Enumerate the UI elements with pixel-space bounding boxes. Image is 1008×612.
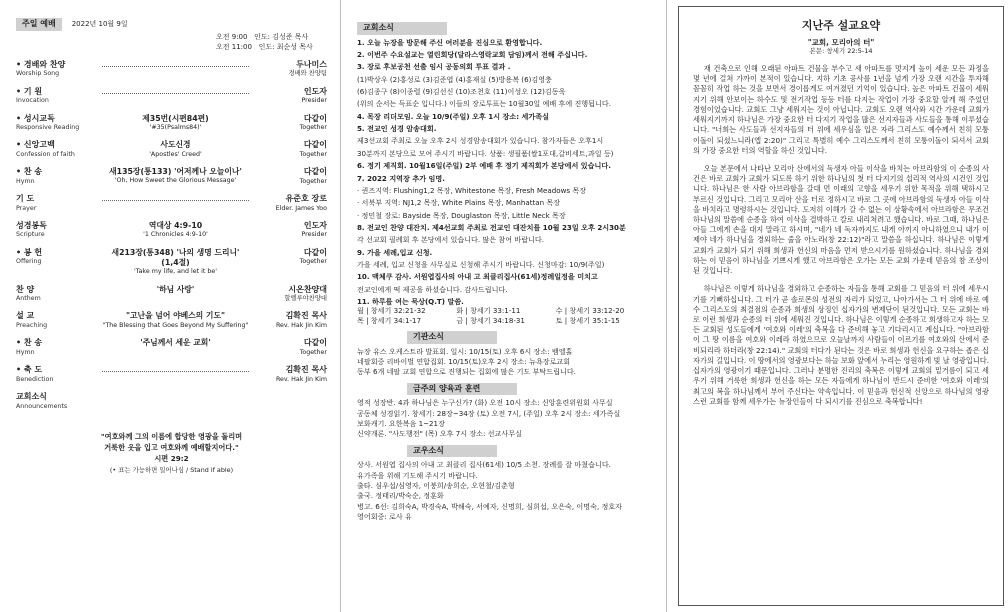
worship-item-detail: 새213장(통348) '나의 생명 드리니' (1,4절) 'Take my life, and let it be' — [111, 247, 240, 276]
text-line: 네팔회중 리바이벌 연합집회. 10/15(토)오후 2시 장소: 뉴욕장로교회 — [357, 357, 571, 367]
verse-line-2: 거룩한 옷을 입고 여호와께 예배할지어다." — [104, 442, 239, 452]
worship-item-detail: 역대상 4:9-10 '1 Chronicles 4:9-10' — [143, 220, 208, 239]
worship-item-leader: 인도자 Presider — [301, 220, 327, 239]
service-times — [216, 32, 327, 52]
worship-item-leader: 두나미스 경배와 찬양팀 — [288, 59, 327, 78]
text-line: 가을 세례, 입교 신청을 사무실로 신청해 주시기 바랍니다. 신청마감: 10/9(주일) — [357, 260, 605, 270]
worship-item-label: 기 도 Prayer — [16, 194, 37, 212]
worship-item — [16, 221, 327, 240]
members-list — [357, 460, 655, 521]
sermon-paragraph: 하나님은 이렇게 하나님을 경외하고 순종하는 자들을 통해 교회를 그 믿음의 터 위에 세우시기를 기뻐하십니다. 그 터가 곧 솔로몬의 성전의 자리가 되었고, 나아가서는 그 터 위에 바로 예수 그리스도의 최결점의 순종과 희생의 상징인 십자가의 변제단이 된것입니다. 모든 교회는 바로 이런 희생과 순종의 터 위에 세워진 것입니다. 하나님은 이렇게 순종하고 희생하고자 하는 모든 교회된 성도들에게 '여호와 이레'의 축복을 다 준비해 놓고 기다리시고 계십니다. "아브라함이 그 땅 이름을 여호와 이레라 하였으므로 오늘날까지 사람들이 이르기를 여호와의 산에서 준비되리라 하더라(창 22:14)." 교회의 터다가 된다는 것은 바로 희생과 헌신을 요구하는 좁은 십자가의 길입니다. 이 땅에서의 영광보다는 하늘 보화 앞에서 누리는 영원하게 빛 날 영광입니다. 십자가의 영광이기 때문입니다. 그러나 분명한 진리의 축복은 이렇게 교회의 밑거름이 되고 세우기 위해 거룩한 희생과 헌신을 하는 모든 자들에게 하나님이 반드시 준비한 '여호와 이레'의 최고의 복을 하나님께서 부어 주신다는 약속입니다. 이 믿음과 헌신적 신앙으로 하나님의 영광스런 교회를 함께 세우가는 뉴장인들이 다 되시기를 진심으로 축복합니다! — [693, 284, 989, 406]
training-list — [357, 398, 655, 438]
qt-schedule — [357, 306, 655, 325]
qt-item: 월 | 창세기 32:21-32 — [357, 306, 426, 316]
worship-item-leader: 다같이 Together — [299, 113, 327, 132]
text-line: 전교인에게 떡 제공을 하셨습니다. 감사드립니다. — [357, 284, 508, 294]
news-title: 교회소식 — [357, 22, 447, 35]
worship-item-label: 설 교 Preaching — [16, 311, 48, 329]
members-title: 교우소식 — [407, 445, 497, 458]
text-line: 동부 6개 네팔 교회 연합으로 진행되는 집회에 많은 기도 부탁드립니다. — [357, 367, 576, 377]
worship-item — [16, 60, 327, 79]
worship-item-detail: '주님께서 세운 교회' — [140, 338, 211, 348]
text-line: 출국. 정태리/박숙순, 정훈화 — [357, 491, 444, 501]
text-line: 신약개론. "사도행전" (목) 오후 7시 장소: 선교사무실 — [357, 429, 522, 439]
closing-verse — [16, 431, 327, 464]
qt-item: 수 | 창세기 33:12-20 — [555, 306, 625, 316]
text-line: 상사. 서원엽 집사의 아내 고 최클리 집사(61세) 10/5 소천. 장례를 잘 마쳤습니다. — [357, 460, 611, 470]
column-divider — [340, 0, 341, 612]
worship-item-detail: "고난을 넘어 야베스의 기도" "The Blessing that Goes Beyond My Suffering" — [102, 311, 249, 329]
worship-item-label: • 성시교독 Responsive Reading — [16, 113, 80, 132]
worship-item — [16, 365, 327, 384]
qt-item: 토 | 창세기 35:1-15 — [555, 315, 620, 325]
worship-item-leader: 인도자 Presider — [301, 86, 327, 105]
sermon-box — [678, 6, 1004, 606]
training-title: 금주의 양육과 훈련 — [407, 383, 517, 396]
text-line: 11. 하루를 여는 묵상(Q.T) 말씀. — [357, 297, 464, 307]
standing-note: (• 표는 가능하면 일어나심 / Stand if able) — [109, 466, 234, 475]
worship-item-detail — [102, 87, 249, 94]
text-line: 10. 맥체쿠 감사. 서원엽집사의 아내 고 최클리집사(61세)정례일정을 미치고 — [357, 272, 598, 282]
worship-item-detail — [102, 194, 249, 201]
worship-item-label: • 기 원 Invocation — [16, 86, 49, 105]
worship-item — [16, 248, 327, 277]
sermon-subtitle: "교회, 모리아의 터" — [807, 37, 875, 47]
text-line: 3. 장로 후보공천 선출 임시 공동의회 투표 결과 . — [357, 62, 511, 72]
qt-item: 목 | 창세기 34:1-17 — [357, 315, 422, 325]
service-time-2: 오전 11:00 인도: 최순성 목사 — [216, 42, 313, 51]
sermon-title: 지난주 설교요약 — [801, 19, 881, 32]
text-line: (6)김종구 (8)이종렬 (9)김선신 (10)조천호 (11)이성오 (12)김동욱 — [357, 86, 566, 96]
worship-item-detail: 새135장(통133) '어저께나 오늘이나' 'Oh, How Sweet the Glorious Message' — [109, 167, 242, 185]
worship-item-label: • 봉 헌 Offering — [16, 247, 43, 266]
worship-item-label: • 축 도 Benediction — [16, 365, 54, 383]
sermon-reference: 본문: 창세기 22:5-14 — [809, 47, 873, 56]
worship-item-leader: 시온찬양대 할렐루야찬양대 — [284, 284, 327, 303]
worship-date: 2022년 10월 9일 — [71, 19, 128, 28]
worship-item — [16, 285, 327, 304]
worship-item-leader: 다같이 Together — [299, 140, 327, 158]
qt-item: 금 | 창세기 34:18-31 — [456, 315, 525, 325]
text-line: · 서북부 지역: NJ1,2 목장, White Plains 목장, Manhattan 목장 — [357, 198, 561, 208]
worship-item-leader: 김확진 목사 Rev. Hak Jin Kim — [275, 365, 327, 383]
worship-item — [16, 140, 327, 159]
worship-item-leader: 김확진 목사 Rev. Hak Jin Kim — [275, 311, 327, 329]
text-line: 유가족을 위해 기도해 주시기 바랍니다. — [357, 470, 478, 480]
text-line: 1. 오늘 뉴장을 방문해 주신 여러분을 진심으로 환영합니다. — [357, 37, 543, 47]
verse-line-1: "여호와께 그의 이름에 합당한 영광을 돌리며 — [100, 431, 243, 441]
worship-item-label: 교회소식 Announcements — [16, 391, 68, 410]
text-line: 각 선교회 필례회 후 본당에서 있습니다. 많은 참여 바랍니다. — [357, 235, 545, 245]
text-line: 보화캐기. 요한복음 1~21장 — [357, 419, 445, 429]
worship-item-label: 찬 양 Anthem — [16, 284, 41, 303]
worship-item-leader: 다같이 Together — [299, 338, 327, 356]
worship-item-label: • 찬 송 Hymn — [16, 338, 43, 356]
worship-item — [16, 311, 327, 330]
worship-item-detail: 제35번(시편84편) '#35(Psalms84)' — [142, 113, 209, 131]
worship-item-detail: 사도신경 'Apostles' Creed' — [149, 140, 202, 158]
news-list — [357, 38, 655, 307]
org-list — [357, 347, 655, 377]
worship-item-leader: 유준호 장로 Elder. James Yoo — [275, 194, 327, 212]
worship-item — [16, 392, 327, 411]
text-line: 영어회중: 로사 유 — [357, 512, 412, 522]
text-line: (1)박상우 (2)홍성로 (3)김준엽 (4)홍재실 (5)방용복 (6)김영충 — [357, 74, 552, 84]
worship-item-label: • 신앙고백 Confession of faith — [16, 140, 75, 158]
worship-item-detail: '하님 사랑' — [156, 284, 195, 294]
verse-reference: 시편 29:2 — [154, 454, 189, 464]
service-time-1: 오전 9:00 인도: 김성준 목사 — [216, 32, 309, 41]
text-line: (위의 순서는 득표순 입니다.) 이들의 장로투표는 10월30일 예배 후에 진행됩니다. — [357, 99, 611, 109]
worship-item — [16, 114, 327, 133]
text-line: 7. 2022 지역장 추가 임명. — [357, 173, 445, 183]
worship-item-detail — [102, 365, 249, 372]
worship-item — [16, 194, 327, 213]
text-line: 5. 전교인 성경 암송대회. — [357, 124, 437, 134]
text-line: 출타. 심우섭/심영자, 이붕희/송희순, 오현철/김춘형 — [357, 481, 515, 491]
text-line: 8. 전교인 찬양 대잔치. 제4선교회 주최로 전교인 대잔치를 10월 23일 오후 2시30분 — [357, 222, 626, 232]
text-line: 뉴장 유스 오케스트라 발표회. 일시: 10/15(토) 오후 6시 장소: 뱀엘홀 — [357, 346, 573, 356]
sermon-paragraph: 재 건축으로 인해 오래된 아파트 건물을 부수고 새 아파트를 멋지게 높이 세운 모든 과정을 몇 년에 걸쳐 가까이 본적이 있습니다. 지하 기초 공사를 1년을 넘게 가장 오랜 시간을 투자해 꼼꼼히 작업 하는 것을 보면서 경이롭게도 여겨졌던 기억이 있습니다. 높은 아파트 건물이 세워지기 위해 안보이는 하수도 및 전기작업 등등 터를 다지는 작업이 가장 중요할 알게 해 주었던 경험이었습니다. 교회도 그냥 세워지는 것이 아닙니다. 교회도 오랜 역사와 시간 가운데 교회가 세워지기까지 하나님은 가장 중요한 터 다지기 작업을 많은 선지자들과 사도들을 통해 이루셨습니다. "너희는 사도들과 선지자들의 터 위에 세우심을 입은 자라 그리스도 예수께서 친히 모퉁이돌이 되셨느니라(엡 2:20)" 그리고 특별히 예수 그리스도께서 친히 모퉁이돌이 되셔서 교회의 가장 중요한 터의 역할을 하신 것입니다. — [693, 63, 989, 155]
text-line: 6. 정기 제직회. 10월16일(주일) 2부 예배 후 정기 제직회가 본당에서 있습니다. — [357, 161, 611, 171]
worship-item — [16, 167, 327, 186]
text-line: 2. 이번주 수요설교는 열린회당(달라스영락교회 담임)께서 전해 주십니다. — [357, 49, 588, 59]
text-line: 30분까지 본당으로 모여 주시기 바랍니다. 상품: 생필품(쌀1포대,갈비세트,과일 등) — [357, 148, 614, 158]
worship-order-column — [0, 0, 335, 612]
text-line: 4. 목장 리더모임. 오늘 10/9(주일) 오후 1시 장소: 세가족실 — [357, 111, 549, 121]
text-line: 9. 가을 세례,입교 신청. — [357, 247, 433, 257]
text-line: 영적 성장반. 4과 하나님은 누구신가? (화) 오전 10시 장소: 신앙훈련위원회 사무실 — [357, 398, 613, 408]
text-line: 제3선교회 주최로 오늘 오후 2시 성경암송대회가 있습니다. 참가자들은 오후1시 — [357, 136, 604, 146]
text-line: 공동체 성경읽기. 창세기: 28장~34장 (토) 오전 7시, (주일) 오후 2시 장소: 세가족실 — [357, 408, 621, 418]
text-line: · 정민철 장로: Bayside 목장, Douglaston 목장, Little Neck 목장 — [357, 210, 566, 220]
column-divider — [666, 0, 667, 612]
sermon-paragraph: 오늘 본문에서 나타난 모리아 산에서의 독생자 아들 이삭을 바치는 아브라함의 이 순종의 사건은 바로 교회가 교회가 되도록 하기 위한 하나님의 첫 터 다지기의 섭리적 역사의 시건인 것입니다. 하나님은 한 사람 아브라함을 갈대 먼 이래의 고향을 세우기 위한 목적을 위해 택하시고 부르신 것입니다. 그리고 모리아 산을 터로 정하시고 바로 그 곳에 아브라함의 독생자 아들 이삭을 바치라고 명령하시는 것입니다. 도저히 이해가 갈 수 없는 이 상황속에서 아브라함은 무조건 하나님의 말씀에 순종을 하여 이삭을 결박하고 칼로 내리쳐려고 했습니다. 바로 그때, 하나님은 아들 그에게 손을 대지 말라고 하시며, "네가 네 독자까지도 내게 아끼지 아니하였으니 내가 이제야 네가 하나님을 경외하는 줄을 아노라(창 22:12)"라고 말씀을 하십니다. 하나님은 이렇게 교회가 교회가 되기 위해 희생과 헌신의 마음을 먼저 받으시기를 원하셨습니다. 하나님을 경외하는 이 믿음이 하나님을 기쁘시게 했고 아브라함은 오가는 모든 교회 가운데 믿음의 참 조상이 된 것입니다. — [693, 163, 989, 276]
worship-item-label: • 찬 송 Hymn — [16, 167, 43, 185]
worship-item-label: • 경배와 찬양 Worship Song — [16, 59, 66, 78]
worship-header — [16, 18, 327, 31]
worship-item-detail — [102, 60, 249, 67]
text-line: · 퀸즈지역: Flushing1,2 목장, Whitestone 목장, Fresh Meadows 목장 — [357, 185, 587, 195]
sermon-column — [672, 0, 1008, 612]
announcements-column — [349, 0, 661, 612]
worship-item — [16, 87, 327, 106]
text-line: 병고. 6선: 김희숙A, 박경숙A, 박해숙, 서예자, 신명희, 심희섭, 오은숙, 이명숙, 정호자 — [357, 501, 623, 511]
qt-item: 화 | 창세기 33:1-11 — [456, 306, 521, 316]
worship-item-label: 성경봉독 Scripture — [16, 220, 47, 239]
worship-item-leader: 다같이 Together — [299, 167, 327, 185]
worship-item — [16, 338, 327, 357]
worship-item-leader: 다같이 Together — [299, 247, 327, 266]
worship-title: 주일 예배 — [16, 18, 62, 31]
worship-order-list — [16, 60, 327, 411]
org-title: 기관소식 — [407, 331, 497, 344]
